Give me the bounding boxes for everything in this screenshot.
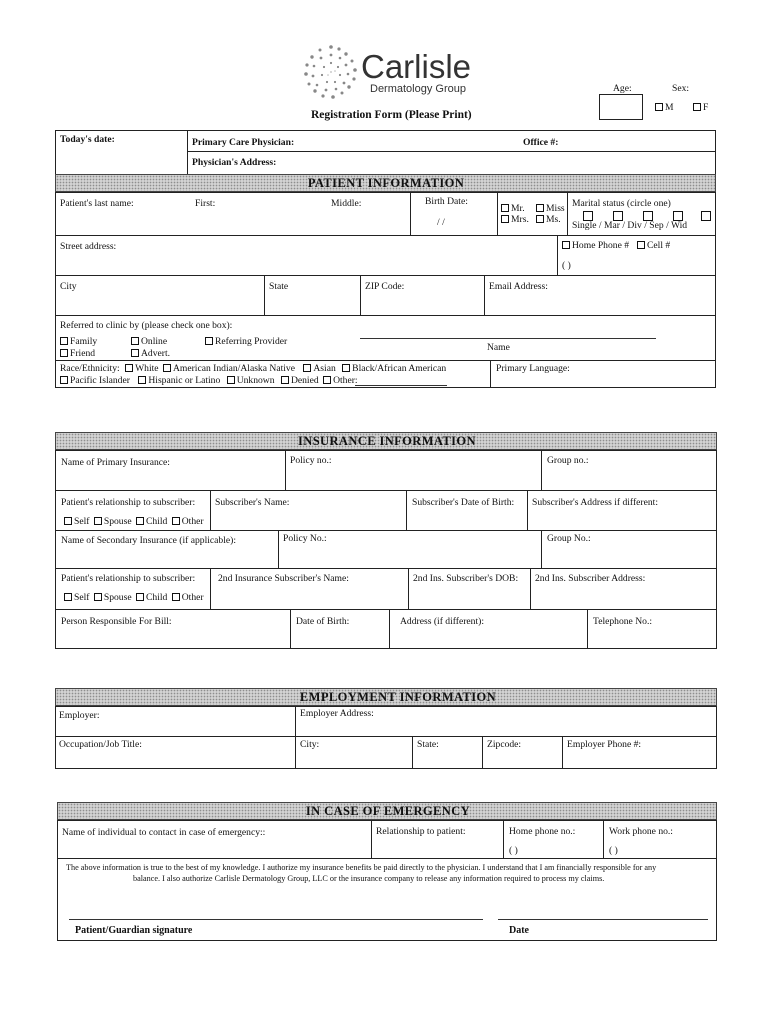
checkbox-child[interactable] (136, 517, 144, 525)
second-subscriber-dob-field[interactable]: 2nd Ins. Subscriber's DOB: (413, 573, 519, 584)
brand-name: Carlisle (361, 48, 472, 85)
referral-friend-option[interactable]: Friend (60, 348, 95, 359)
referral-advert-option[interactable]: Advert. (131, 348, 170, 359)
checkbox-white[interactable] (125, 364, 133, 372)
emergency-info-header (57, 802, 717, 820)
checkbox-self[interactable] (64, 517, 72, 525)
employer-city-field[interactable]: City: (300, 739, 320, 750)
checkbox-pacific-islander[interactable] (60, 376, 68, 384)
occupation-field[interactable]: Occupation/Job Title: (59, 739, 142, 750)
responsible-dob-field[interactable]: Date of Birth: (296, 616, 350, 627)
race-other-line[interactable] (355, 385, 447, 386)
checkbox-male[interactable] (655, 103, 663, 111)
email-address-field[interactable]: Email Address: (489, 281, 548, 292)
relationship2-label: Patient's relationship to subscriber: (61, 573, 196, 584)
secondary-policy-field[interactable]: Policy No.: (283, 533, 327, 544)
responsible-telephone-field[interactable]: Telephone No.: (593, 616, 653, 627)
checkbox-american-indian[interactable] (163, 364, 171, 372)
second-subscriber-address-field[interactable]: 2nd Ins. Subscriber Address: (535, 573, 646, 584)
responsible-person-field[interactable]: Person Responsible For Bill: (61, 616, 172, 627)
referral-name-line[interactable] (360, 338, 656, 339)
checkbox-referring-provider[interactable] (205, 337, 213, 345)
checkbox-advert[interactable] (131, 349, 139, 357)
emergency-work-phone-field[interactable]: ( ) (609, 845, 618, 856)
checkbox-ms[interactable] (536, 215, 544, 223)
patient-info-title: PATIENT INFORMATION (307, 176, 465, 190)
disclaimer-line-2: balance. I also authorize Carlisle Dermatology Group, LLC or the insurance company to release any information required to process my claims. (133, 874, 605, 883)
primary-language-field[interactable]: Primary Language: (496, 363, 570, 374)
cell-phone-option[interactable]: Cell # (637, 240, 670, 251)
employment-info-header (55, 688, 717, 706)
checkbox-hispanic[interactable] (138, 376, 146, 384)
checkbox-friend[interactable] (60, 349, 68, 357)
state-field[interactable]: State (269, 281, 289, 292)
age-label: Age: (613, 83, 632, 94)
patient-first-name-field[interactable]: First: (195, 198, 216, 209)
emergency-home-phone-field[interactable]: ( ) (509, 845, 518, 856)
emergency-info-title: IN CASE OF EMERGENCY (305, 804, 471, 818)
sex-label: Sex: (672, 83, 690, 94)
policy-number-field[interactable]: Policy no.: (290, 455, 332, 466)
checkbox-mrs[interactable] (501, 215, 509, 223)
responsible-address-field[interactable]: Address (if different): (400, 616, 485, 627)
employer-address-field[interactable]: Employer Address: (300, 708, 374, 719)
referral-label: Referred to clinic by (please check one box): (60, 320, 233, 331)
subscriber-address-field[interactable]: Subscriber's Address if different: (532, 497, 658, 508)
checkbox-other-2[interactable] (172, 593, 180, 601)
office-number-field[interactable]: Office #: (523, 137, 559, 148)
checkbox-mr[interactable] (501, 204, 509, 212)
zip-code-field[interactable]: ZIP Code: (365, 281, 405, 292)
insurance-info-header (55, 432, 717, 450)
emergency-contact-name-field[interactable]: Name of individual to contact in case of emergency:: (62, 827, 266, 838)
marital-status-label: Marital status (circle one) (572, 198, 671, 209)
title-mrs-option[interactable]: Mrs. (501, 214, 529, 225)
birth-date-label: Birth Date: (425, 196, 468, 207)
checkbox-other-race[interactable] (323, 376, 331, 384)
secondary-insurance-field[interactable]: Name of Secondary Insurance (if applicable): (61, 535, 237, 546)
emergency-relationship-field[interactable]: Relationship to patient: (376, 826, 466, 837)
title-miss-option[interactable]: Miss (536, 203, 565, 214)
checkbox-female[interactable] (693, 103, 701, 111)
secondary-group-field[interactable]: Group No.: (547, 533, 591, 544)
referral-name-label: Name (487, 342, 510, 353)
age-field[interactable] (599, 94, 643, 120)
checkbox-denied[interactable] (281, 376, 289, 384)
subscriber-dob-field[interactable]: Subscriber's Date of Birth: (412, 497, 515, 508)
checkbox-other[interactable] (172, 517, 180, 525)
emergency-work-phone-label: Work phone no.: (609, 826, 673, 837)
group-number-field[interactable]: Group no.: (547, 455, 589, 466)
relationship-options: Self Spouse Child Other (64, 516, 204, 527)
signature-label: Patient/Guardian signature (75, 925, 193, 936)
title-mr-option[interactable]: Mr. (501, 203, 525, 214)
insurance-info-title: INSURANCE INFORMATION (298, 434, 476, 448)
referral-online-option[interactable]: Online (131, 336, 167, 347)
emergency-home-phone-label: Home phone no.: (509, 826, 576, 837)
physician-address-field[interactable]: Physician's Address: (192, 157, 277, 168)
checkbox-spouse[interactable] (94, 517, 102, 525)
checkbox-online[interactable] (131, 337, 139, 345)
checkbox-cell[interactable] (637, 241, 645, 249)
patient-info-header (55, 174, 716, 192)
checkbox-spouse-2[interactable] (94, 593, 102, 601)
subscriber-name-field[interactable]: Subscriber's Name: (215, 497, 290, 508)
birth-date-field[interactable]: / / (437, 217, 445, 228)
date-line[interactable] (498, 919, 708, 920)
employment-info-title: EMPLOYMENT INFORMATION (299, 690, 497, 704)
physician-table (55, 130, 716, 175)
race-ethnicity-row2: Pacific Islander Hispanic or Latino Unknown Denied Other: (60, 375, 358, 386)
title-ms-option[interactable]: Ms. (536, 214, 561, 225)
primary-care-physician-field[interactable]: Primary Care Physician: (192, 137, 295, 148)
street-address-field[interactable]: Street address: (60, 241, 117, 252)
checkbox-miss[interactable] (536, 204, 544, 212)
date-label: Date (509, 925, 529, 936)
checkbox-self-2[interactable] (64, 593, 72, 601)
primary-insurance-field[interactable]: Name of Primary Insurance: (61, 457, 170, 468)
brand-subtitle: Dermatology Group (370, 83, 466, 95)
checkbox-asian[interactable] (303, 364, 311, 372)
checkbox-child-2[interactable] (136, 593, 144, 601)
form-title: Registration Form (Please Print) (311, 109, 472, 121)
patient-middle-name-field[interactable]: Middle: (331, 198, 362, 209)
employer-zipcode-field[interactable]: Zipcode: (487, 739, 522, 750)
patient-phone-field[interactable]: ( ) (562, 260, 571, 271)
todays-date-field[interactable]: Today's date: (60, 134, 115, 145)
patient-last-name-field[interactable]: Patient's last name: (60, 198, 134, 209)
sex-male-option[interactable]: M (655, 102, 674, 113)
second-subscriber-name-field[interactable]: 2nd Insurance Subscriber's Name: (218, 573, 349, 584)
referral-family-option[interactable]: Family (60, 336, 97, 347)
employment-info-table (55, 706, 717, 769)
sex-female-option[interactable]: F (693, 102, 708, 113)
checkbox-black[interactable] (342, 364, 350, 372)
relationship-label: Patient's relationship to subscriber: (61, 497, 196, 508)
checkbox-widowed[interactable] (701, 211, 711, 221)
carlisle-logo-mark (302, 44, 360, 102)
relationship2-options: Self Spouse Child Other (64, 592, 204, 603)
checkbox-family[interactable] (60, 337, 68, 345)
employer-phone-field[interactable]: Employer Phone #: (567, 739, 642, 750)
employer-state-field[interactable]: State: (417, 739, 439, 750)
city-field[interactable]: City (60, 281, 77, 292)
referral-provider-option[interactable]: Referring Provider (205, 336, 287, 347)
checkbox-unknown[interactable] (227, 376, 235, 384)
checkbox-home-phone[interactable] (562, 241, 570, 249)
race-ethnicity-row: Race/Ethnicity: White American Indian/Alaska Native Asian Black/African American (60, 363, 447, 374)
employer-field[interactable]: Employer: (59, 710, 100, 721)
disclaimer-line-1: The above information is true to the best of my knowledge. I authorize my insurance benefits be paid directly to the physician. I understand that I am financially responsible for any (66, 863, 657, 872)
marital-options: Single / Mar / Div / Sep / Wid (572, 220, 688, 231)
signature-line[interactable] (69, 919, 483, 920)
home-phone-option[interactable]: Home Phone # (562, 240, 629, 251)
